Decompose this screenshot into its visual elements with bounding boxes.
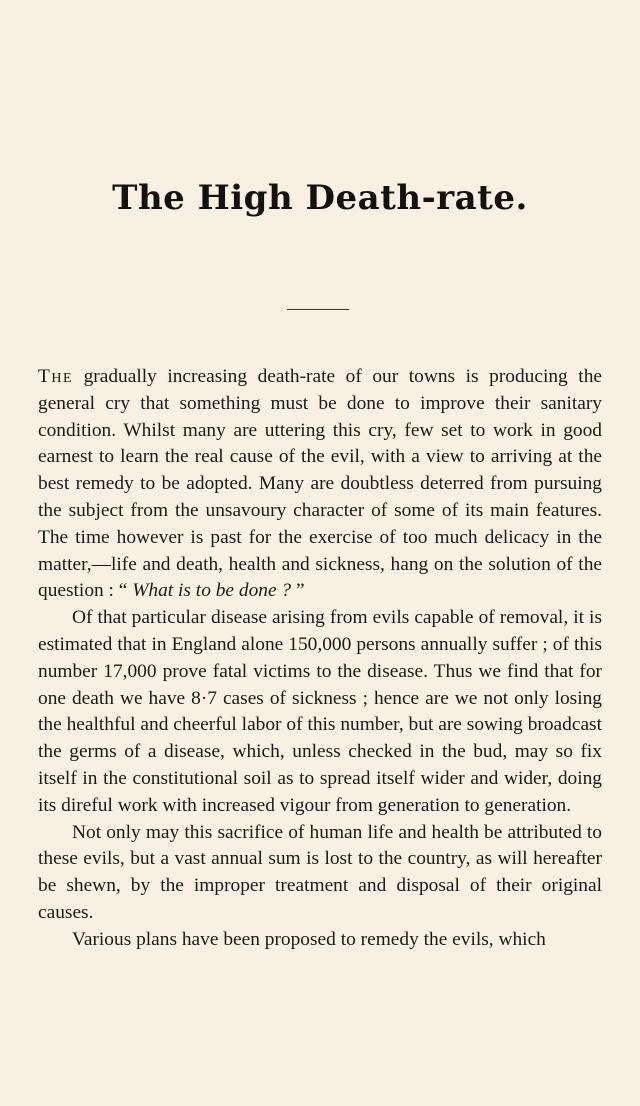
paragraph-4: Various plans have been proposed to remedy the evils, which <box>72 928 546 950</box>
paragraph-3: Not only may this sacrifice of human life and health be attributed to these evils, but a vast annual sum is lost to the country, as will hereafter be shewn, by the improper treatment and disposal of their original causes. <box>38 821 602 923</box>
paragraph-2: Of that particular disease arising from evils capable of removal, it is estimated that in England alone 150,000 persons annually suffer ; of this number 17,000 prove fatal victims to the disease. Thus we find that for one death we have 8·7 cases of sickness ; hence are we not only losing the healthful and cheerful labor of this number, but are sowing broadcast the germs of a disease, which, unless checked in the bud, may so fix itself in the constitutional soil as to spread itself wider and wider, doing its direful work with increased vigour from generation to generation. <box>38 607 602 816</box>
paragraph-1 <box>38 364 602 605</box>
heading-rule <box>287 309 349 310</box>
body-text <box>38 364 602 954</box>
quote-close: ” <box>291 580 305 602</box>
paragraph-text: gradually increasing death-rate of our towns is producing the general cry that something must be done to improve their sanitary condition. Whilst many are uttering this cry, few set to work in good earnest to learn the real cause of the evil, with a view to arriving at the best remedy to be adopted. Many are doubtless deterred from pursuing the subject from the unsavoury character of some of its main features. The time however is past for the exercise of too much delicacy in the matter,—life and death, health and sickness, hang on the solution of the question : “ <box>38 366 602 602</box>
paragraph-lead-word: The <box>38 366 74 387</box>
quoted-question: What is to be done ? <box>132 580 292 602</box>
chapter-heading: The High Death-rate. <box>112 178 528 218</box>
